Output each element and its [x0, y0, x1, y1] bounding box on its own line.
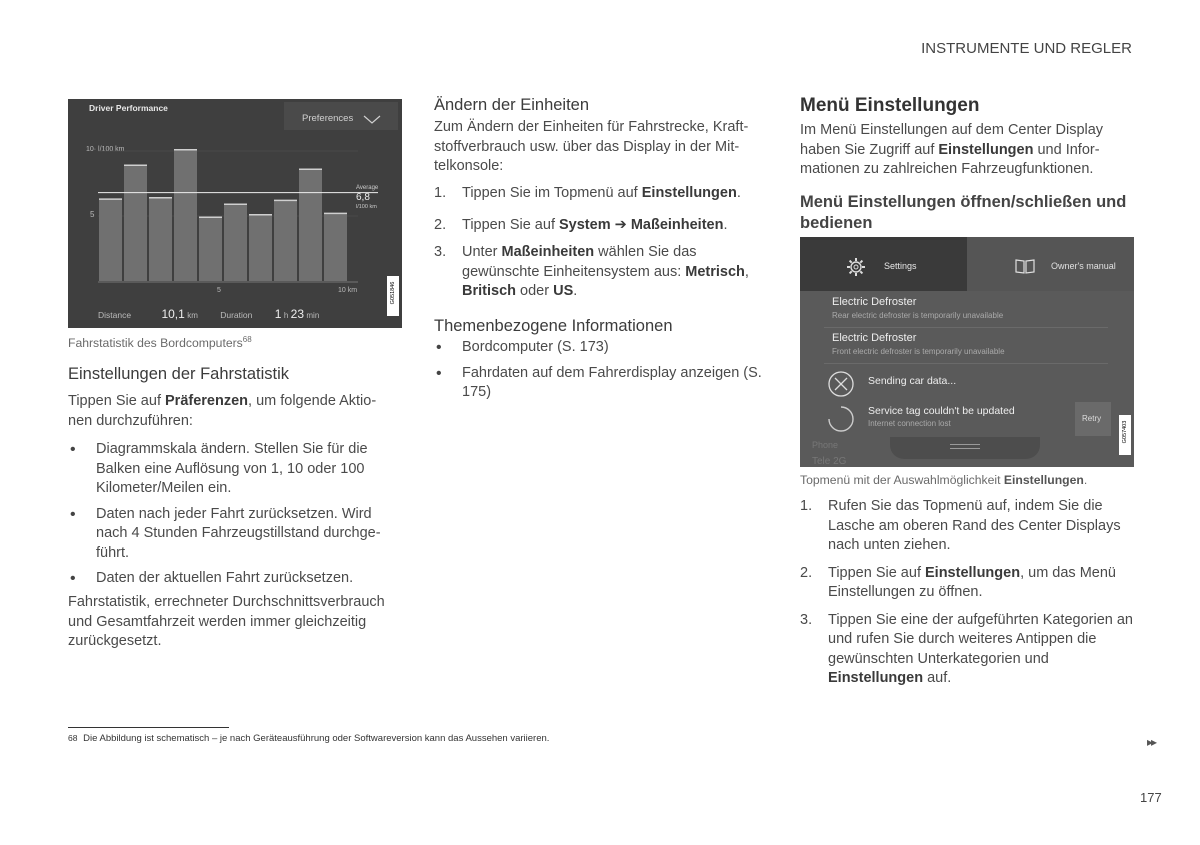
footnote-rule — [68, 727, 229, 728]
step-item — [434, 184, 769, 204]
page-number: 177 — [1140, 790, 1162, 805]
avg-value: 6,8 — [356, 192, 370, 203]
driver-performance-screenshot — [68, 99, 402, 328]
right-intro-a: Im Menü Einstellungen auf dem Center Display haben Sie Zugriff auf — [800, 122, 1104, 158]
section-title: INSTRUMENTE UND REGLER — [921, 40, 1132, 57]
step-number: 2. — [434, 216, 447, 233]
chart-bar — [149, 198, 172, 281]
step-number: 1. — [434, 185, 447, 201]
notification-title: Electric Defroster — [832, 296, 917, 308]
list-item: • Daten nach jeder Fahrt zurücksetzen. Wird nach 4 Stunden Fahrzeugstillstand durchge-führt. — [68, 505, 398, 564]
related-list — [434, 338, 764, 409]
step-end: , um das Menü Einstellungen zu öffnen. — [828, 564, 1116, 600]
right-subheading: Menü Einstellungen öffnen/schließen und bedienen — [800, 193, 1127, 232]
duration-minutes-unit: min — [306, 311, 320, 320]
figure-code — [1119, 415, 1131, 455]
step-us: US — [553, 283, 574, 299]
step-text-2: wählen Sie das gewünschte Einheitensystem aus: — [462, 244, 697, 280]
left-heading: Einstellungen der Fahrstatistik — [68, 365, 290, 383]
step-end: . — [723, 216, 728, 233]
right-heading: Menü Einstellungen — [800, 95, 980, 116]
list-item: • Diagrammskala ändern. Stellen Sie für die Balken eine Auflösung von 1, 10 oder 100 Kilometer/Meilen ein. — [68, 440, 398, 499]
book-icon — [1015, 258, 1035, 274]
step-british: Britisch — [462, 283, 516, 299]
step-or: oder — [516, 283, 554, 299]
left-intro-c: , um folgende Aktio-nen durchzuführen: — [68, 393, 377, 429]
step-bold: Einstellungen — [641, 185, 737, 201]
service-subtitle: Internet connection lost — [868, 419, 951, 428]
chart-bar — [274, 200, 297, 281]
figure-code — [387, 276, 399, 316]
chart-bar — [99, 199, 122, 281]
drag-tab-handle[interactable] — [890, 437, 1040, 459]
left-closing: Fahrstatistik, errechneter Durchschnittsverbrauch und Gesamtfahrzeit werden immer gleichzeitig zurückgesetzt. — [68, 594, 385, 649]
settings-tab[interactable] — [800, 237, 967, 291]
bottom-faded-b: Tele 2G — [812, 456, 847, 467]
stats-row — [98, 307, 319, 321]
chart-bar — [249, 215, 272, 281]
step-bold: System — [559, 216, 611, 233]
footnote-number: 68 — [68, 733, 78, 743]
right-intro-b: Einstellungen — [938, 141, 1034, 158]
step-item — [434, 216, 769, 236]
caption-b: Einstellungen — [1003, 473, 1084, 487]
distance-unit: km — [187, 311, 198, 320]
duration-hours-unit: h — [283, 311, 289, 320]
related-heading: Themenbezogene Informationen — [434, 317, 673, 335]
service-title: Service tag couldn't be updated — [868, 405, 1015, 417]
y-mid-label: 5 — [90, 210, 95, 219]
step-bold: Einstellungen — [828, 670, 924, 686]
bottom-faded-a: Phone — [812, 440, 839, 450]
chart-bar — [324, 213, 347, 281]
x-mid-label: 5 — [217, 287, 221, 294]
distance-label: Distance — [98, 310, 132, 320]
step-bold: Maßeinheiten — [501, 244, 595, 260]
right-steps — [800, 497, 1135, 697]
footnote-text: Die Abbildung ist schematisch – je nach Geräteausführung oder Softwareversion kann das Aussehen variieren. — [83, 733, 550, 744]
caption-c: . — [1083, 473, 1088, 487]
owners-manual-label: Owner's manual — [1051, 261, 1116, 271]
related-link[interactable]: • Fahrdaten auf dem Fahrerdisplay anzeigen (S. 175) — [434, 364, 764, 403]
left-bullet-list — [68, 440, 398, 595]
x-end-label: 10 km — [338, 287, 358, 294]
gear-icon — [846, 257, 866, 277]
owners-manual-tab[interactable] — [967, 237, 1134, 291]
figure-code-text: G057403 — [1122, 420, 1128, 444]
step-end: auf. — [923, 670, 952, 686]
step-number: 3. — [800, 611, 813, 628]
step-number: 2. — [800, 564, 813, 581]
sending-status: Sending car data... — [868, 375, 957, 387]
step-number: 1. — [800, 498, 813, 514]
figure1-caption — [68, 335, 252, 350]
step-bold: Einstellungen — [925, 564, 1021, 581]
y-unit-label: 10· l/100 km — [86, 146, 125, 153]
fig1-title: Driver Performance — [89, 103, 168, 113]
loading-spinner-icon — [827, 405, 855, 433]
duration-label: Duration — [220, 310, 253, 320]
right-intro — [800, 121, 1132, 180]
preferences-label: Preferences — [302, 113, 354, 124]
duration-minutes: 23 — [290, 307, 304, 321]
footnote — [68, 733, 549, 744]
duration-hours: 1 — [274, 307, 282, 321]
avg-unit: l/100 km — [356, 204, 377, 210]
continue-icon: ▸▸ — [1147, 735, 1156, 749]
figure-code-text: G051846 — [390, 281, 396, 305]
step-end: . — [736, 185, 741, 201]
right-intro-c: und Infor-mationen zu zahlreichen Fahrzeugfunktionen. — [800, 141, 1100, 177]
chart-bar — [124, 165, 147, 281]
step-text: Tippen Sie im Topmenü auf — [462, 185, 642, 201]
step-bold-2: Maßeinheiten — [630, 216, 724, 233]
step-item — [800, 497, 1135, 556]
avg-label: Average — [356, 185, 379, 191]
step-item — [434, 243, 769, 302]
footnote-ref: 68 — [242, 335, 252, 344]
chart-bar — [299, 169, 322, 281]
step-number: 3. — [434, 244, 447, 260]
middle-steps — [434, 184, 769, 310]
notification-subtitle: Rear electric defroster is temporarily unavailable — [832, 311, 1004, 320]
notification-item[interactable] — [824, 329, 1108, 364]
step-text: Rufen Sie das Topmenü auf, indem Sie die Lasche am oberen Rand des Center Displays nach unten ziehen. — [828, 498, 1121, 553]
step-item — [800, 611, 1135, 689]
step-text: Tippen Sie auf — [828, 564, 925, 581]
left-intro-a: Tippen Sie auf — [68, 393, 165, 409]
step-text: Tippen Sie auf — [462, 216, 559, 233]
chart-bar — [199, 217, 222, 281]
distance-value: 10,1 — [161, 307, 185, 321]
top-menu-screenshot — [800, 237, 1134, 467]
middle-intro: Zum Ändern der Einheiten für Fahrstrecke, Kraft-stoffverbrauch usw. über das Display in der Mit-telkonsole: — [434, 119, 749, 174]
middle-heading: Ändern der Einheiten — [434, 96, 590, 114]
related-link[interactable]: • Bordcomputer (S. 173) — [434, 338, 764, 358]
step-end: . — [573, 283, 578, 299]
step-text: Tippen Sie eine der aufgeführten Kategorien an und rufen Sie durch weiteres Antippen die gewünschten Unterkategorien und — [828, 611, 1133, 667]
retry-button[interactable] — [1075, 402, 1111, 436]
caption-a: Topmenü mit der Auswahlmöglichkeit — [800, 473, 1004, 487]
notification-subtitle: Front electric defroster is temporarily unavailable — [832, 347, 1005, 356]
left-intro — [68, 392, 398, 431]
chart-bar — [224, 204, 247, 281]
notification-title: Electric Defroster — [832, 332, 917, 344]
figure2-caption — [800, 473, 1087, 487]
settings-label: Settings — [884, 261, 917, 271]
retry-label: Retry — [1082, 414, 1102, 423]
left-intro-b: Präferenzen — [165, 393, 249, 409]
notification-item[interactable] — [824, 293, 1108, 328]
dismiss-icon[interactable] — [827, 370, 855, 398]
list-item: • Daten der aktuellen Fahrt zurücksetzen. — [68, 569, 398, 589]
step-sep: , — [744, 263, 749, 280]
step-text: Unter — [462, 244, 502, 260]
step-item — [800, 564, 1135, 603]
arrow-icon: ➔ — [614, 216, 627, 233]
figure1-caption-text: Fahrstatistik des Bordcomputers — [68, 336, 243, 351]
chart-bar — [174, 150, 197, 281]
step-metric: Metrisch — [685, 263, 745, 280]
